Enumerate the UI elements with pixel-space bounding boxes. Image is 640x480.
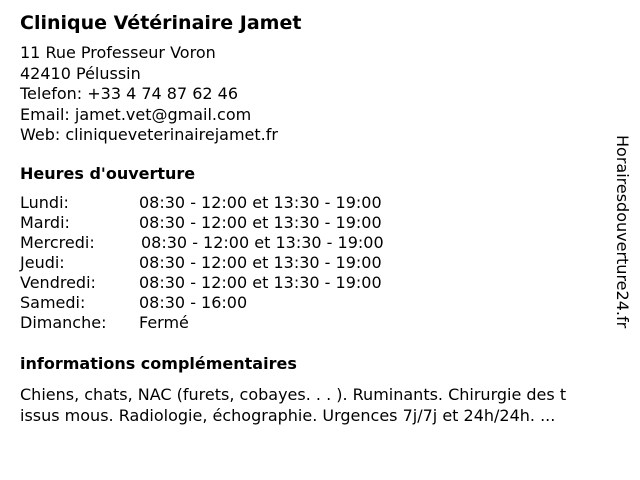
hours-day: Mardi: (20, 213, 70, 232)
website: Web: cliniqueveterinairejamet.fr (20, 125, 278, 144)
phone-number: Telefon: +33 4 74 87 62 46 (20, 84, 239, 103)
hours-time: 08:30 - 12:00 et 13:30 - 19:00 (139, 193, 382, 212)
hours-heading: Heures d'ouverture (20, 164, 196, 183)
hours-time: 08:30 - 16:00 (139, 293, 248, 312)
hours-day: Mercredi: (20, 233, 95, 252)
info-text (20, 384, 640, 426)
info-heading: informations complémentaires (20, 354, 297, 373)
hours-time: 08:30 - 12:00 et 13:30 - 19:00 (141, 233, 384, 252)
info-line: Chiens, chats, NAC (furets, cobayes. . . ). Ruminants. Chirurgie des t (20, 385, 567, 404)
hours-day: Lundi: (20, 193, 69, 212)
hours-day: Vendredi: (20, 273, 96, 292)
side-watermark-text: Horairesdouverture24.fr (613, 135, 632, 329)
street-address: 11 Rue Professeur Voron (20, 43, 216, 62)
hours-time: 08:30 - 12:00 et 13:30 - 19:00 (139, 273, 382, 292)
hours-day: Samedi: (20, 293, 86, 312)
hours-time: 08:30 - 12:00 et 13:30 - 19:00 (139, 213, 382, 232)
hours-time: Fermé (139, 313, 189, 332)
hours-day: Jeudi: (20, 253, 65, 272)
hours-day: Dimanche: (20, 313, 107, 332)
contact-block (20, 43, 278, 146)
clinic-title: Clinique Vétérinaire Jamet (20, 12, 302, 34)
info-line: issus mous. Radiologie, échographie. Urgences 7j/7j et 24h/24h. ... (20, 406, 556, 425)
email-address: Email: jamet.vet@gmail.com (20, 104, 252, 124)
hours-time: 08:30 - 12:00 et 13:30 - 19:00 (139, 253, 382, 272)
city-address: 42410 Pélussin (20, 63, 141, 83)
